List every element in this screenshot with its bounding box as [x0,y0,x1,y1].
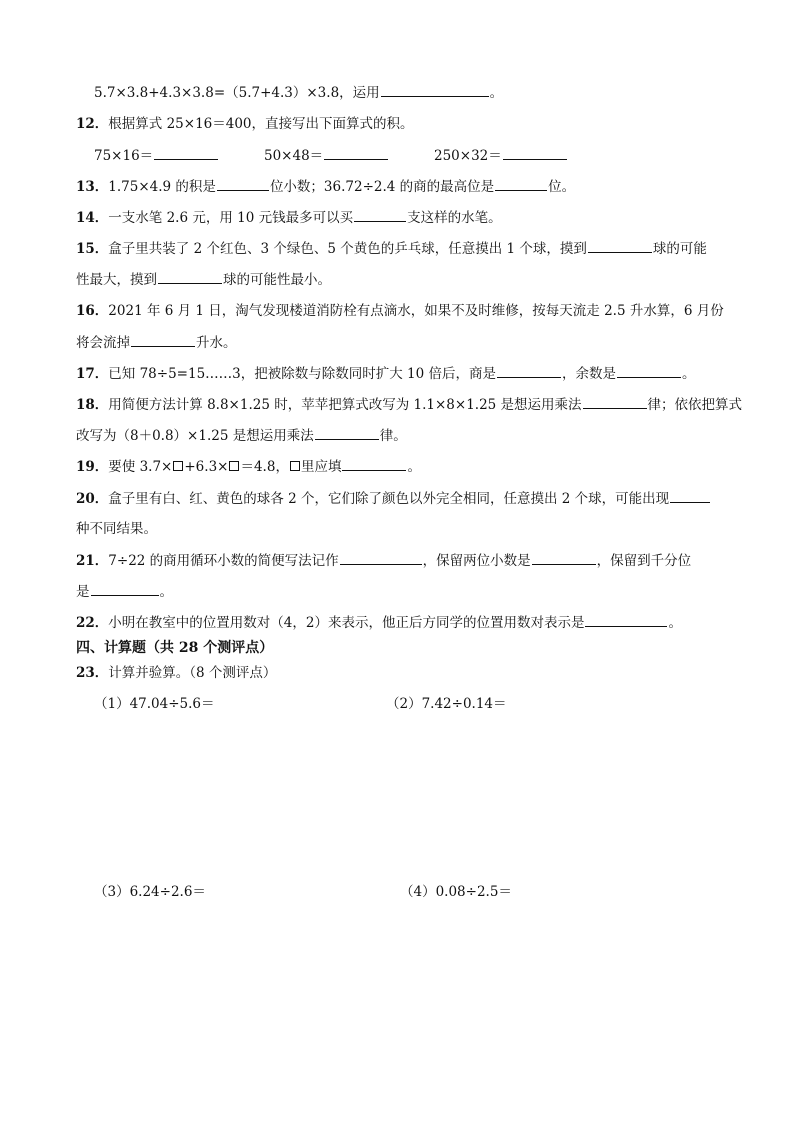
question-12-item-1: 75×16＝ [94,145,219,166]
calc-item-1: （1）47.04÷5.6＝ [94,696,215,712]
answer-blank[interactable] [324,145,388,160]
question-21: 21．7÷22 的商用循环小数的简便写法记作 ，保留两位小数是 ，保留到千分位 [76,550,754,571]
calc-item-4: （4）0.08÷2.5＝ [400,884,512,900]
answer-blank[interactable] [585,612,667,627]
answer-blank[interactable] [342,456,406,471]
question-20-cont: 种不同结果。 [76,521,157,537]
calc-item-3: （3）6.24÷2.6＝ [94,884,206,900]
answer-blank[interactable] [158,269,222,284]
question-12: 12．根据算式 25×16＝400，直接写出下面算式的积。 [76,116,414,132]
section-title: 四、计算题（共 28 个测评点） [76,640,274,656]
question-22: 22．小明在教室中的位置用数对（4，2）来表示，他正后方同学的位置用数对表示是 。 [76,612,754,633]
question-15-cont: 性最大，摸到 球的可能性最小。 [76,269,754,290]
calc-item-2: （2）7.42÷0.14＝ [386,696,507,712]
question-19: 19．要使 3.7× +6.3× ＝4.8， 里应填 。 [76,456,754,477]
answer-blank[interactable] [381,82,489,97]
answer-blank[interactable] [315,425,379,440]
question-11-continued: 5.7×3.8+4.3×3.8=（5.7+4.3）×3.8，运用 。 [94,82,754,103]
question-17: 17．已知 78÷5=15……3，把被除数与除数同时扩大 10 倍后，商是 ，余数是 。 [76,363,754,384]
question-12-item-2: 50×48＝ [264,145,389,166]
square-box-icon [229,461,239,471]
answer-blank[interactable] [340,550,422,565]
answer-blank[interactable] [503,145,567,160]
question-20: 20．盒子里有白、红、黄色的球各 2 个，它们除了颜色以外完全相同，任意摸出 2 个球，可能出现 [76,488,754,509]
answer-blank[interactable] [497,363,561,378]
answer-blank[interactable] [91,581,159,596]
question-23: 23．计算并验算。（8 个测评点） [76,665,277,681]
answer-blank[interactable] [495,176,547,191]
question-12-item-3: 250×32＝ [434,145,568,166]
answer-blank[interactable] [583,394,647,409]
question-18-cont: 改写为（8＋0.8）×1.25 是想运用乘法 律。 [76,425,754,446]
square-box-icon [173,461,183,471]
answer-blank[interactable] [217,176,269,191]
question-18: 18．用简便方法计算 8.8×1.25 时，苹苹把算式改写为 1.1×8×1.25 是想运用乘法 律；依依把算式 [76,394,754,415]
answer-blank[interactable] [670,488,710,503]
question-13: 13．1.75×4.9 的积是 位小数；36.72÷2.4 的商的最高位是 位。 [76,176,754,197]
question-14: 14．一支水笔 2.6 元，用 10 元钱最多可以买 支这样的水笔。 [76,207,754,228]
question-15: 15．盒子里共装了 2 个红色、3 个绿色、5 个黄色的乒乓球，任意摸出 1 个球，摸到 球的可能 [76,238,754,259]
answer-blank[interactable] [617,363,681,378]
question-21-cont: 是 。 [76,581,754,602]
answer-blank[interactable] [154,145,218,160]
question-16-cont: 将会流掉 升水。 [76,332,754,353]
answer-blank[interactable] [131,332,195,347]
question-16: 16．2021 年 6 月 1 日，淘气发现楼道消防栓有点滴水，如果不及时维修，按每天流走 2.5 升水算，6 月份 [76,303,724,319]
answer-blank[interactable] [532,550,596,565]
answer-blank[interactable] [588,238,652,253]
answer-blank[interactable] [354,207,406,222]
square-box-icon [290,461,300,471]
